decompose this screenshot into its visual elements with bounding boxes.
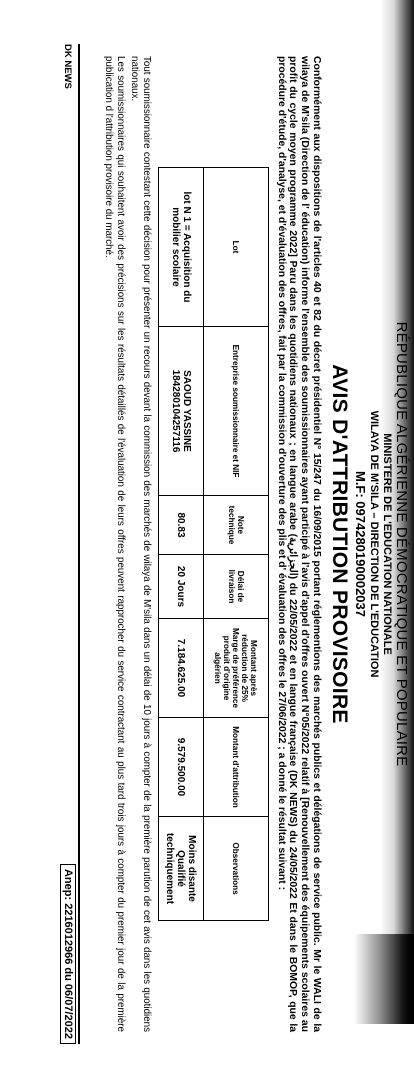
rotated-notice <box>0 44 414 1068</box>
source-label: DK NEWS <box>62 44 74 89</box>
header-lot: Lot <box>203 168 268 327</box>
header-montant-attribution: Montant d'attribution <box>203 718 268 817</box>
notice-footer <box>58 44 80 1044</box>
republic-line: RÉPUBLIQUE ALGÉRIENNE DÉMOCRATIQUE ET POPULAIRE <box>393 321 410 767</box>
intro-paragraph: Conformément aux dispositions de l'articles 40 et 82 du décret présidentiel N° 15/247 du 16/09/2015 portant réglementions des marchés publics et délégations de service public. Mr le WALI de la wilaya de M'sila (Direction de l' éducation) informe l'ensemble des soumissionnaires ayant participé à l'avis d'appel d'offres ouvert N°05/2022 relatif à [Renouvellement des équipements scolaires au profit du cycle moyen programme 2022] Paru dans les quotidiens nationaux ; en langue arabe (الجزائرية) du 22/05/2022 et en langue française (DK NEWS) du 24/05/2022 Et dans le BOMOP, que la procédure d'étude, d'analyse, et d'évaluation des offres, fait par la commission d'ouverture des plis et d' évaluation des offres le 27/06/2022 ; a donné le résultat suivant : <box>275 56 323 1032</box>
header-note: Note technique <box>203 496 268 555</box>
notice-title: AVIS D'ATTRIBUTION PROVISOIRE <box>327 364 351 724</box>
header-delai: Délai de livraison <box>203 555 268 619</box>
ministry-line: MINISTERE DE L'EDUCATION NATIONALE <box>380 433 393 655</box>
header-enterprise: Entreprise soumissionnaire et NIF <box>203 327 268 496</box>
cell-note: 80.83 <box>158 496 203 555</box>
recours-paragraph: Tout soumissionnaire contestant cette décision pour présenter un recours devant la commission des marchés de wilaya de M'sila dans un délai de 10 jours à compter de la première parution de cet avis dans les quotidiens nationaux. <box>128 56 152 1032</box>
cell-lot: lot N 1 = Acquisition du mobilier scolaire <box>158 168 203 327</box>
cell-observations: Moins disante Qualifié techniquement <box>158 817 203 921</box>
anep-reference: Anep: 2216012966 du 06/07/2022 <box>60 864 76 1044</box>
header-observations: Observations <box>203 817 268 921</box>
cell-montant-attribution: 9.579.500.00 <box>158 718 203 817</box>
cell-delai: 20 Jours <box>158 555 203 619</box>
table-row <box>158 168 203 921</box>
wilaya-line: WILAYA DE M'SILA – DIRECTION DE L'EDUCATION <box>368 410 381 678</box>
header-montant-reduction: Montant après réduction de 25% Marge de préférence produit d'origine algérien <box>203 619 268 718</box>
table-header-row <box>203 168 268 921</box>
notice-page <box>62 44 414 1044</box>
info-paragraph: Les soumissionnaires qui souhaitent avoir des précisions sur les résultats détaillés de l'évaluation de leurs offres peuvent rapprocher du service contractant au plus tard trois jours à compter du premier jour de la première publication d l'attribution provisoire du marché. <box>103 56 127 1032</box>
attribution-table <box>158 167 269 921</box>
cell-enterprise: SAOUD YASSINE 184280104257116 <box>158 327 203 496</box>
mf-line: M.F: 0974280190002037 <box>353 470 369 617</box>
notice-header <box>326 50 410 1038</box>
cell-montant-reduction: 7.184.625.00 <box>158 619 203 718</box>
